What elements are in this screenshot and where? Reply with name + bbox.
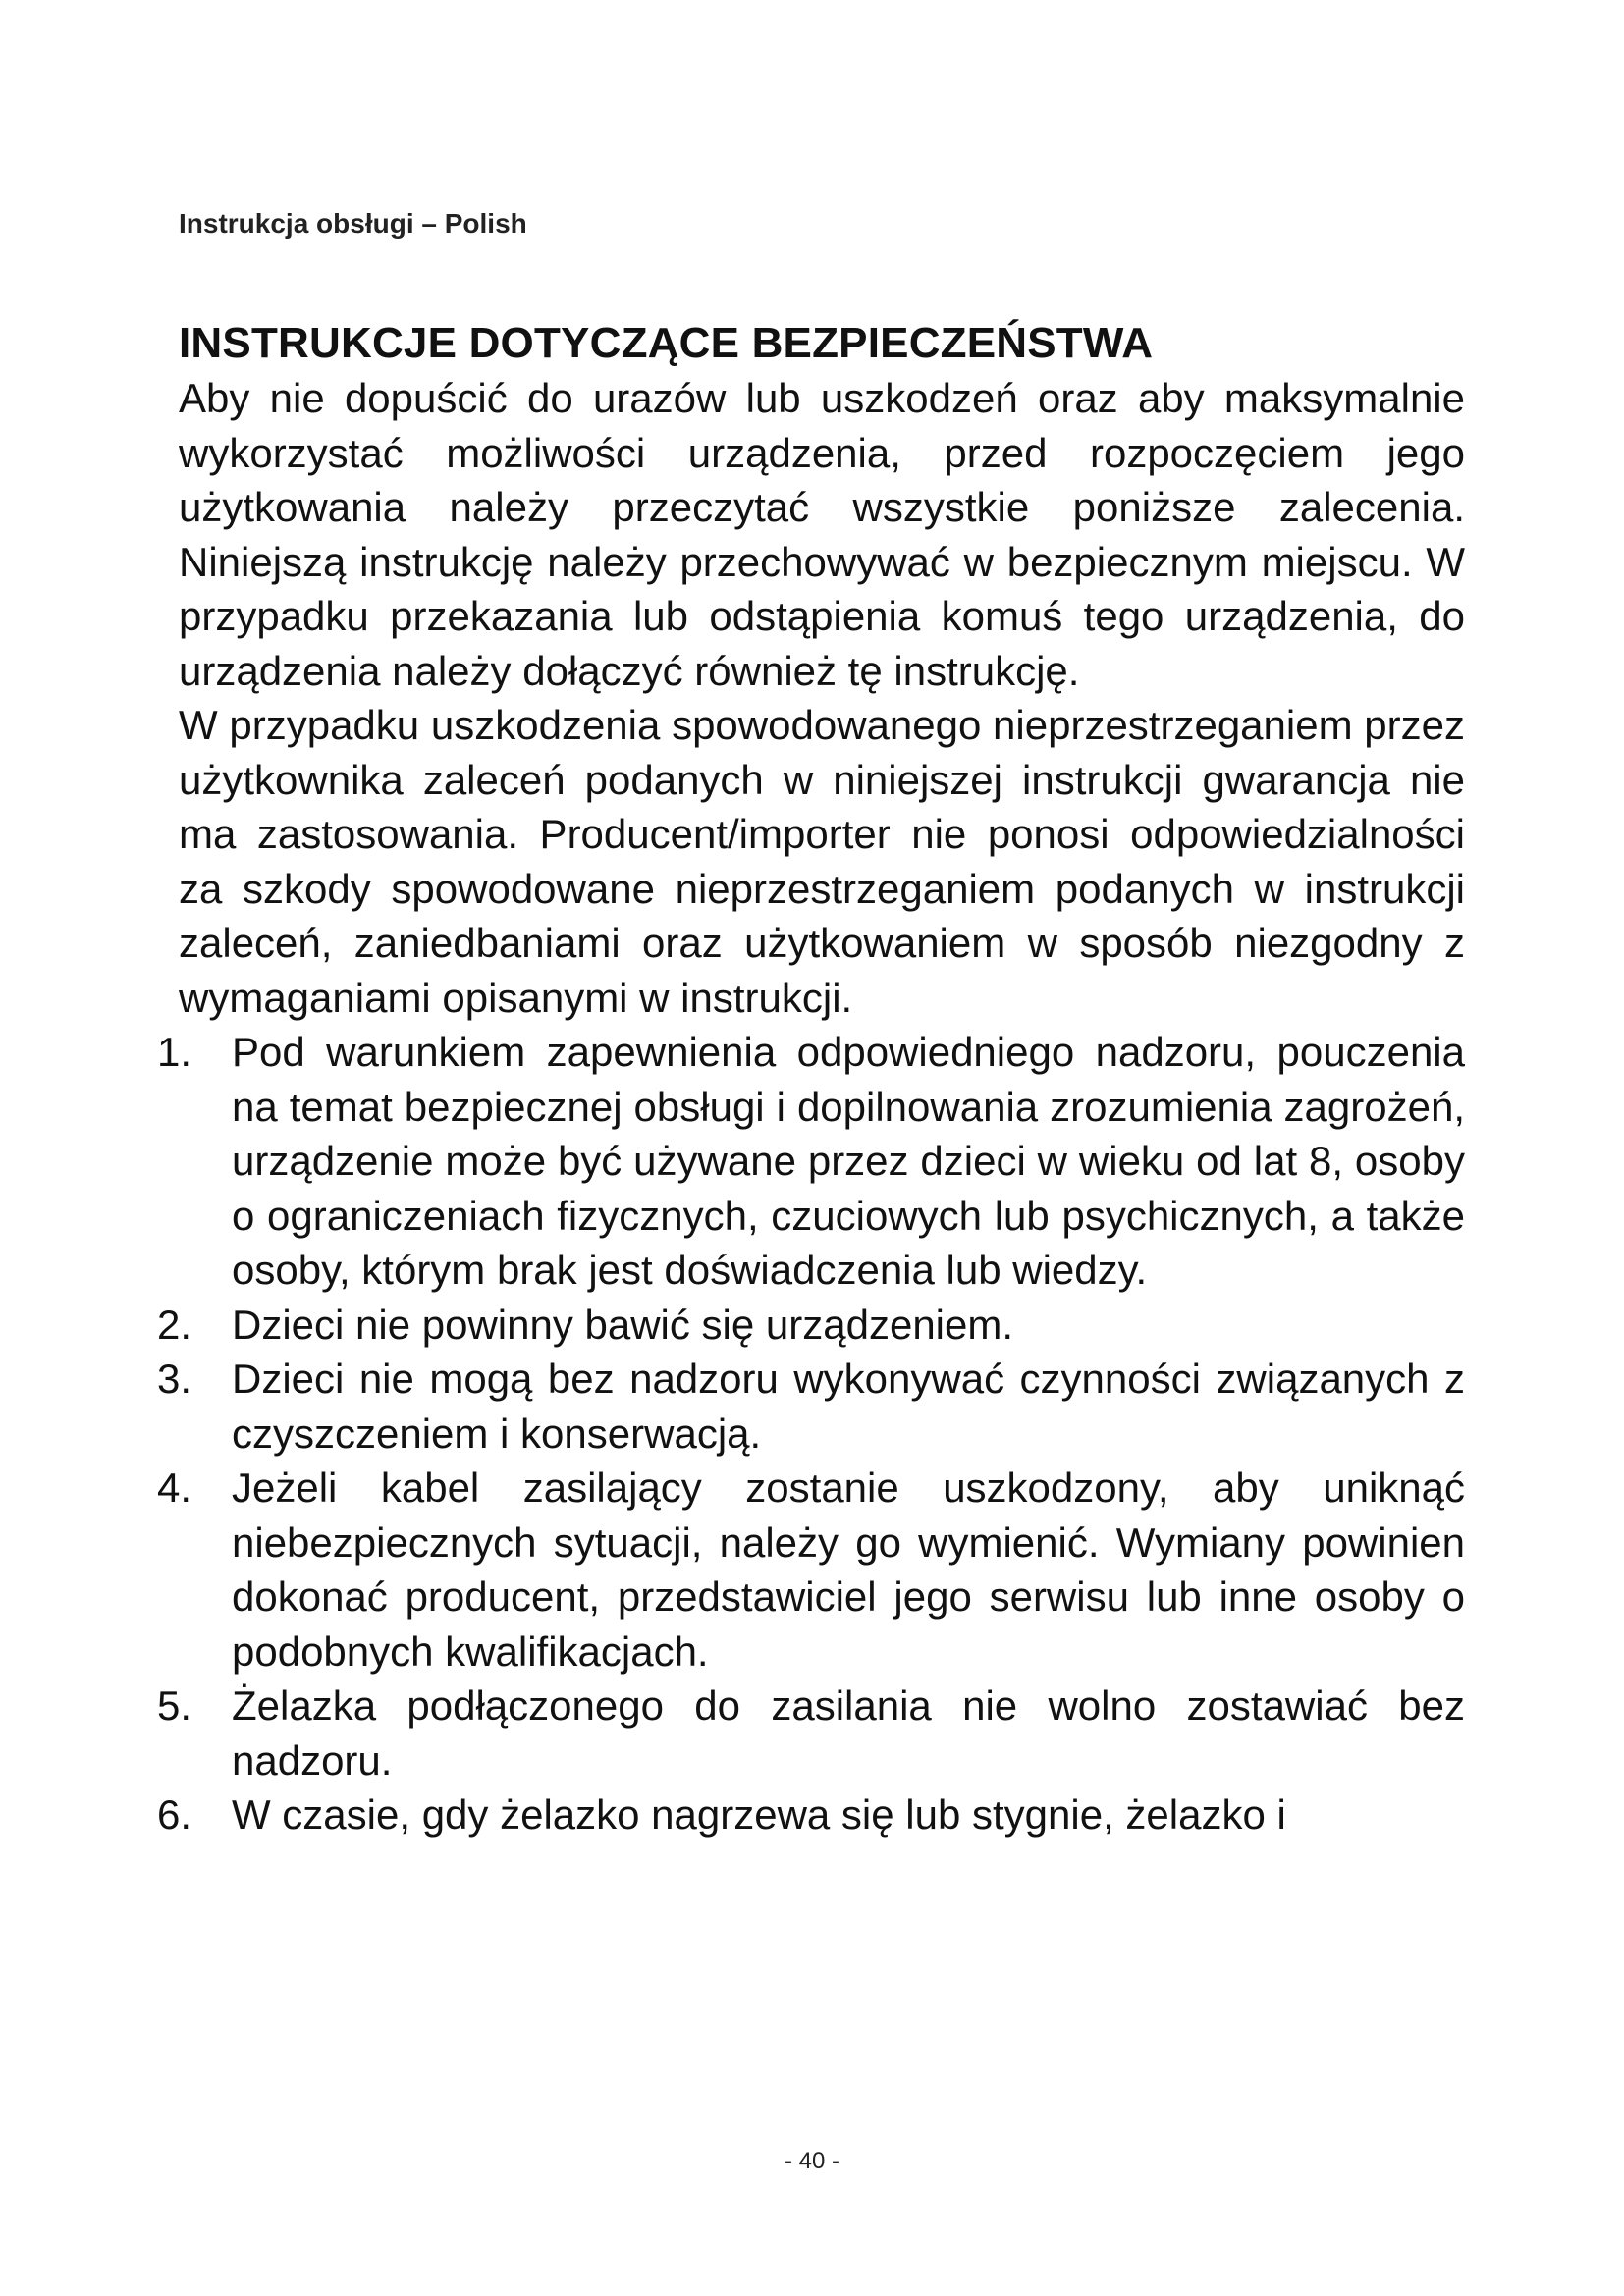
list-item-number: 6. [157, 1791, 192, 1838]
running-header: Instrukcja obsługi – Polish [179, 208, 527, 239]
list-item-number: 5. [157, 1682, 192, 1729]
list-item [157, 1461, 1465, 1679]
list-item-text: Dzieci nie powinny bawić się urządzeniem. [232, 1301, 1014, 1348]
list-item-text: W czasie, gdy żelazko nagrzewa się lub stygnie, żelazko i [232, 1791, 1286, 1838]
list-item-text: Pod warunkiem zapewnienia odpowiedniego nadzoru, pouczenia na temat bezpiecznej obsługi i dopilnowania zrozumienia zagrożeń, urządzenie może być używane przez dzieci w wieku od lat 8, osoby o ograniczeniach fizycznych, czuciowych lub psychicznych, a także osoby, którym brak jest doświadczenia lub wiedzy. [232, 1029, 1465, 1293]
list-item-number: 1. [157, 1029, 192, 1075]
warranty-paragraph: W przypadku uszkodzenia spowodowanego nieprzestrzeganiem przez użytkownika zaleceń podanych w niniejszej instrukcji gwarancja nie ma zastosowania. Producent/importer nie ponosi odpowiedzialności za szkody spowodowane nieprzestrzeganiem podanych w instrukcji zaleceń, zaniedbaniami oraz użytkowaniem w sposób niezgodny z wymaganiami opisanymi w instrukcji. [179, 702, 1465, 1021]
list-item [157, 1025, 1465, 1298]
list-item [157, 1298, 1465, 1353]
section-title: INSTRUKCJE DOTYCZĄCE BEZPIECZEŃSTWA [179, 319, 1154, 367]
list-item-number: 2. [157, 1301, 192, 1348]
list-item [157, 1679, 1465, 1788]
safety-list [157, 1025, 1465, 1842]
list-item [157, 1788, 1465, 1842]
list-item-text: Jeżeli kabel zasilający zostanie uszkodzony, aby uniknąć niebezpiecznych sytuacji, należy go wymienić. Wymiany powinien dokonać producent, przedstawiciel jego serwisu lub inne osoby o podobnych kwalifikacjach. [232, 1465, 1465, 1675]
list-item [157, 1352, 1465, 1461]
page-number: - 40 - [784, 2148, 839, 2174]
intro-paragraph: Aby nie dopuścić do urazów lub uszkodzeń oraz aby maksymalnie wykorzystać możliwości urządzenia, przed rozpoczęciem jego użytkowania należy przeczytać wszystkie poniższe zalecenia. Niniejszą instrukcję należy przechowywać w bezpiecznym miejscu. W przypadku przekazania lub odstąpienia komuś tego urządzenia, do urządzenia należy dołączyć również tę instrukcję. [179, 375, 1465, 694]
list-item-text: Żelazka podłączonego do zasilania nie wolno zostawiać bez nadzoru. [232, 1682, 1465, 1784]
main-content [157, 316, 1465, 1842]
list-item-number: 3. [157, 1356, 192, 1402]
list-item-text: Dzieci nie mogą bez nadzoru wykonywać czynności związanych z czyszczeniem i konserwacją. [232, 1356, 1465, 1457]
list-item-number: 4. [157, 1465, 192, 1511]
